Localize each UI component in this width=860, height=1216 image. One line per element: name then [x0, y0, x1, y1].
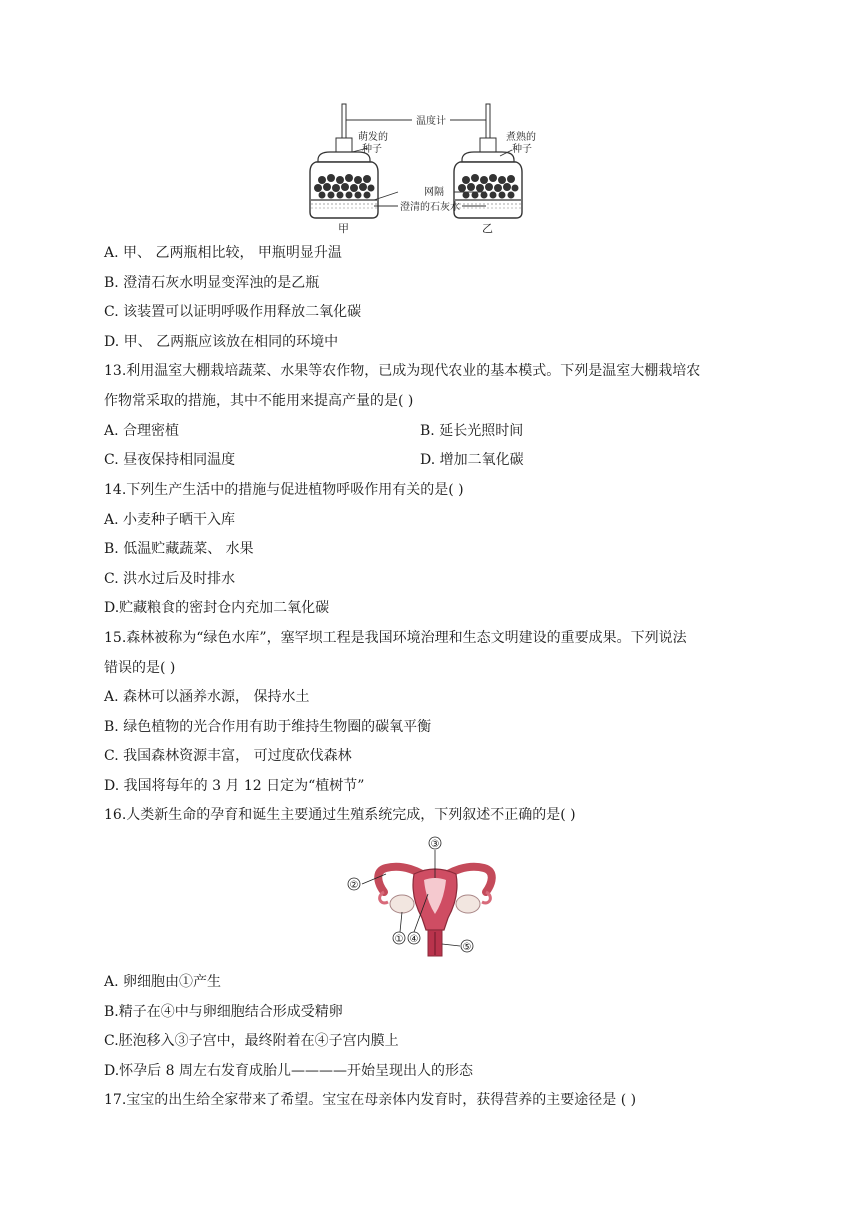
q15-option-b: B. 绿色植物的光合作用有助于维持生物圈的碳氧平衡: [104, 719, 432, 735]
q15-option-d: D. 我国将每年的 3 月 12 日定为“植树节”: [104, 778, 365, 794]
jar-a: [310, 104, 378, 218]
mesh-label: 网隔: [424, 187, 444, 198]
cooked-seeds-label-1: 煮熟的: [506, 132, 536, 143]
q14-option-b: B. 低温贮藏蔬菜、 水果: [104, 541, 254, 557]
q16-option-c: C.胚泡移入③子宫中，最终附着在④子宫内膜上: [104, 1033, 399, 1049]
q16-stem: 16.人类新生命的孕育和诞生主要通过生殖系统完成，下列叙述不正确的是( ): [104, 807, 576, 823]
q14-option-d: D.贮藏粮食的密封仓内充加二氧化碳: [104, 600, 330, 616]
cooked-seeds-label-2: 种子: [512, 144, 532, 155]
q14-option-a: A. 小麦种子晒干入库: [104, 512, 236, 528]
respiration-experiment-figure: [300, 100, 560, 234]
sprouted-seeds-label-2: 种子: [362, 144, 382, 155]
label-5: ⑤: [462, 942, 472, 953]
q16-option-b: B.精子在④中与卵细胞结合形成受精卵: [104, 1004, 343, 1020]
q15-option-a: A. 森林可以涵养水源， 保持水土: [104, 689, 310, 705]
q13-option-d: D. 增加二氧化碳: [420, 452, 524, 468]
q13-option-b: B. 延长光照时间: [420, 423, 524, 439]
q13-stem-line-2: 作物常采取的措施，其中不能用来提高产量的是( ): [104, 393, 414, 409]
sprouted-seeds-label-1: 萌发的: [358, 132, 388, 143]
q13-option-c: C. 昼夜保持相同温度: [104, 452, 236, 468]
label-3: ③: [430, 839, 440, 850]
q15-option-c: C. 我国森林资源丰富， 可过度砍伐森林: [104, 748, 352, 764]
jar-b-label: 乙: [482, 222, 493, 234]
label-4: ④: [409, 934, 419, 945]
thermometer-label: 温度计: [416, 116, 446, 127]
jar-a-label: 甲: [338, 222, 349, 234]
q12-option-a: A. 甲、 乙两瓶相比较， 甲瓶明显升温: [104, 245, 342, 261]
label-2: ②: [349, 880, 359, 891]
q13-option-a: A. 合理密植: [104, 423, 180, 439]
q14-option-c: C. 洪水过后及时排水: [104, 571, 236, 587]
q12-option-b: B. 澄清石灰水明显变浑浊的是乙瓶: [104, 275, 320, 291]
q16-option-a: A. 卵细胞由①产生: [104, 974, 222, 990]
q12-option-d: D. 甲、 乙两瓶应该放在相同的环境中: [104, 334, 339, 350]
q12-option-c: C. 该装置可以证明呼吸作用释放二氧化碳: [104, 304, 362, 320]
q15-stem-line-2: 错误的是( ): [104, 660, 176, 676]
q17-stem: 17.宝宝的出生给全家带来了希望。宝宝在母亲体内发育时，获得营养的主要途径是 ( ): [104, 1092, 637, 1108]
limewater-label: 澄清的石灰水: [400, 202, 460, 213]
q13-stem-line-1: 13.利用温室大棚栽培蔬菜、水果等农作物，已成为现代农业的基本模式。下列是温室大棚栽培农: [104, 363, 701, 379]
q13-option-row-1: [104, 421, 179, 441]
q16-option-d: D.怀孕后 8 周左右发育成胎儿————开始呈现出人的形态: [104, 1063, 473, 1079]
female-reproductive-system-figure: [340, 834, 530, 960]
label-1: ①: [394, 934, 404, 945]
jar-b: [454, 104, 522, 218]
q15-stem-line-1: 15.森林被称为“绿色水库”，塞罕坝工程是我国环境治理和生态文明建设的重要成果。下列说法: [104, 630, 687, 646]
q14-stem: 14.下列生产生活中的措施与促进植物呼吸作用有关的是( ): [104, 482, 464, 498]
